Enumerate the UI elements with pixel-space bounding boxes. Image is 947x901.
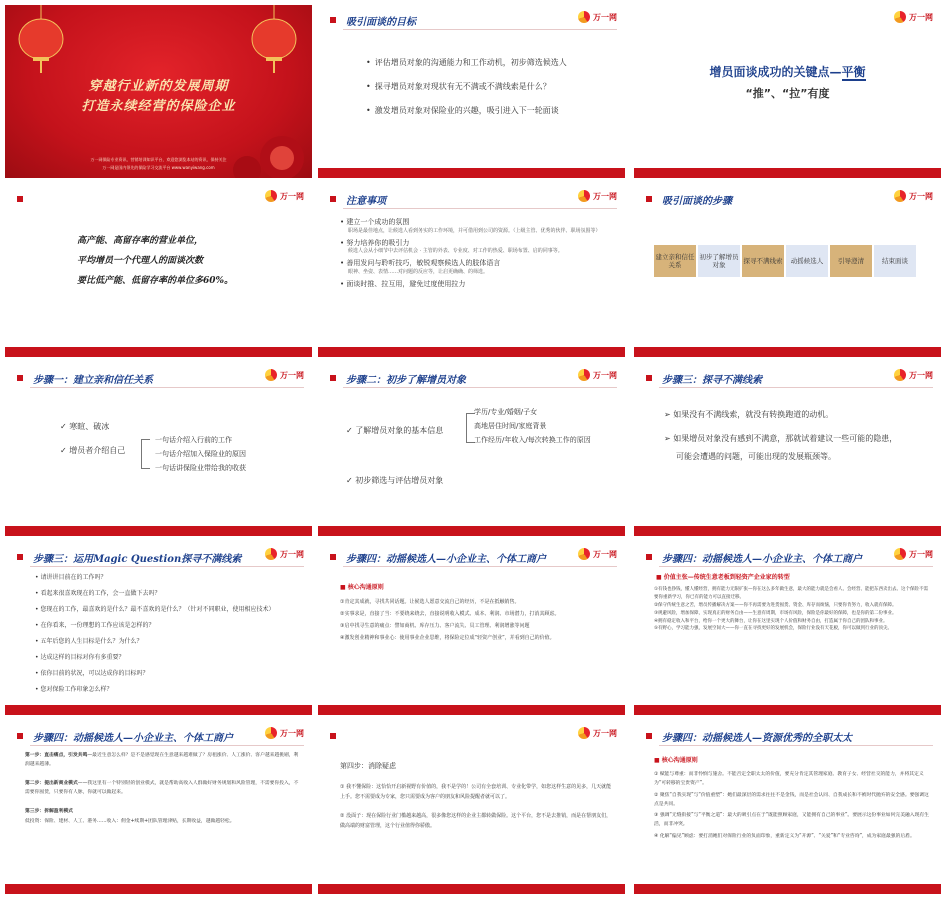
step-box: 探寻不满线索 xyxy=(742,245,784,277)
cover-subtitle-2: 万一网是国内领先的保险学习交流平台 www.wanyiwang.com xyxy=(102,165,215,170)
footer-bar xyxy=(318,347,625,357)
list-item: • 在你看来，一份理想的工作应该是怎样的？ xyxy=(35,622,155,629)
logo: 万一网 xyxy=(894,190,933,202)
slide-step4-owner-script[interactable] xyxy=(5,721,312,894)
bullet-square xyxy=(330,375,336,381)
title-underline xyxy=(30,387,304,388)
step-box: 引导澄清 xyxy=(830,245,872,277)
list-item: ①有钱也挣钱，懂人懂经营，拥有能力无限扩张—你在这么多年做生意，最大的能力就是会看人、会经营、能把东西卖出去。这个保险不需要你重新学习，你已有的能力可以直接迁移。 xyxy=(654,587,929,600)
productivity-text: 高产能、高留存率的营业单位， 平均增员一个代理人的面谈次数 要比低产能、低留存率的单位多60%。 xyxy=(77,236,234,286)
list-item: ① 我不懂保险：这恰恰开启新视野有价值的，我不是学的！公司有全套培训、专业化带学，如您这样生意的见多，几天就能上手。您不需要成为专家，您只需要成为客户的朋友和风险提醒者就可以了。 xyxy=(340,784,612,800)
list-item: 第三步：拆解盈利模式 低投资：保险、建材、人工、港务……收入：佣金+续期+团队管理津贴，长期收益，越做越轻松。 xyxy=(25,809,235,824)
slide-title: 注意事项 xyxy=(346,196,386,207)
branch-item: 工作经历/年收入/每次转换工作的原因 xyxy=(474,436,591,444)
slide-title: 步骤三：运用Magic Question探寻不满线索 xyxy=(33,554,242,565)
balance-heading: 增员面谈成功的关键点—平衡 xyxy=(709,65,866,79)
step-box: 初步了解增员对象 xyxy=(698,245,740,277)
list-item: • 激发增员对象对保险业的兴趣，吸引进入下一轮面谈 xyxy=(366,106,559,115)
section-subtitle: ■ 核心沟通原则 xyxy=(654,757,698,764)
list-item-cont: 可能会遭遇的问题，可能出现的发展瓶颈等。 xyxy=(676,452,836,461)
list-item: • 依你目前的状况，可以达成你的目标吗？ xyxy=(35,670,149,677)
slide-step4-owner-value[interactable] xyxy=(634,542,941,715)
bullet-square xyxy=(330,17,336,23)
list-item: ③启中找寻生意的痛点：譬如商机、库存压力、客户流失、员工管理、利润增涨等问题 xyxy=(340,623,530,629)
branch-item: 高地居住时间/家庭背景 xyxy=(474,422,547,430)
branch-item: 一句话介绍入行前的工作 xyxy=(155,436,232,444)
list-item: ③ 强调“无缝衔接”与“平衡之道”：最大的吸引点在于“既能照顾家庭，又能拥有自己的事业”。要展示这份事业如何完美融入现有生活，而非冲突。 xyxy=(654,813,929,828)
logo-icon xyxy=(578,548,590,560)
bullet-square xyxy=(17,375,23,381)
list-item: • 善用发问与聆听技巧，敏锐观察候选人的肢体语言 眼神、坐姿、表情……对问题的反应等，让启更确确、的筛选。 xyxy=(340,259,501,275)
value-list xyxy=(654,586,932,633)
branch-bracket xyxy=(141,439,150,469)
cover-subtitle-1: 万一网保险专业资讯、营销培训知识平台，欢迎您浏览本站的资讯，保持关注 xyxy=(90,157,227,162)
slide-title: 吸引面谈的步骤 xyxy=(662,196,732,207)
logo: 万一网 xyxy=(578,548,617,560)
step-box: 结束面谈 xyxy=(874,245,916,277)
footer-bar xyxy=(634,705,941,715)
branch-item: 一句话讲保险业带给我的收获 xyxy=(155,464,246,472)
list-item: ②保守传统生意之苦，增员传播解决方案——你不再需要为进货囤货、资金、库存而烦恼，只要你肯努力，收入就有保障。 xyxy=(654,602,897,608)
logo: 万一网 xyxy=(894,548,933,560)
lantern-icon-left xyxy=(11,5,71,75)
principle-list xyxy=(654,771,932,842)
bullet-square xyxy=(17,554,23,560)
cover-title-2: 打造永续经营的保险企业 xyxy=(81,99,236,114)
footer-bar xyxy=(5,347,312,357)
list-item: • 您现在的工作，最喜欢的是什么？最不喜欢的是什么？（针对不同职业，使用相应技术） xyxy=(35,606,275,613)
bullet-square xyxy=(646,196,652,202)
logo-icon xyxy=(578,369,590,381)
principle-list xyxy=(340,596,615,644)
list-item: • 您对保险工作印象怎么样？ xyxy=(35,686,113,693)
slide-step4-housewife[interactable] xyxy=(634,721,941,894)
slide-title: 吸引面谈的目标 xyxy=(346,17,416,28)
slide-step1[interactable] xyxy=(5,363,312,536)
bullet-square xyxy=(330,554,336,560)
cover-title-1: 穿越行业新的发展周期 xyxy=(88,79,229,94)
footer-bar xyxy=(5,705,312,715)
footer-bar xyxy=(634,884,941,894)
bullet-square xyxy=(17,733,23,739)
title-underline xyxy=(659,566,933,567)
footer-bar xyxy=(318,884,625,894)
list-item: ④激发创业精神和事业心：使用事业企业思维，将保险定位成“轻资产创业”，并看到自己的价值。 xyxy=(340,635,555,641)
title-underline xyxy=(30,745,304,746)
footer-bar xyxy=(5,526,312,536)
footer-bar xyxy=(318,526,625,536)
logo-icon xyxy=(578,727,590,739)
list-item: ➢ 如果没有不满线索，就没有转换跑道的动机。 xyxy=(664,410,834,419)
list-item: • 面谈时推、拉互用，避免过度使用拉力 xyxy=(340,279,466,288)
list-item: ② 没面子：现在保险行业门槛越来越高，很多像您这样的企业主都转做保险。这个平台，您不是去推销，而是在帮朋友们，做高端的财富管理，这个行业值得你骄傲。 xyxy=(340,813,612,829)
logo: 万一网 xyxy=(265,190,304,202)
doubt-list xyxy=(340,783,615,831)
slide-magic-question[interactable] xyxy=(5,542,312,715)
title-underline xyxy=(343,566,617,567)
section-subtitle: ■ 价值主张—传统生意老板到轻资产企业家的转型 xyxy=(656,574,790,581)
script-steps xyxy=(25,751,303,826)
bullet-square xyxy=(330,196,336,202)
title-underline xyxy=(659,745,933,746)
slide-step2[interactable] xyxy=(318,363,625,536)
slide-interview-steps[interactable] xyxy=(634,184,941,357)
list-item: • 达成这样的目标对你有多重要？ xyxy=(35,654,125,661)
slide-cover[interactable] xyxy=(5,5,312,178)
slide-title: 步骤四：动摇候选人—小企业主、个体工商户 xyxy=(662,554,862,565)
step-box: 建立亲和信任关系 xyxy=(654,245,696,277)
logo: 万一网 xyxy=(578,190,617,202)
list-item: 第二步：提出新商业模式——我这里有一个特别轻的创业模式，就是帮助高收入人群做好财务规划和风险管理，不需要你投入，不需要你囤货，只要你有人脉，你就可以做起来。 xyxy=(25,781,299,796)
slide-productivity-note[interactable] xyxy=(5,184,312,357)
list-item: ③规避风险，增加保障，实现真正的财务自由——生意有周期，市场有风险，保险是你最好的保障，也是你的第二份事业。 xyxy=(654,610,897,616)
logo-icon xyxy=(894,190,906,202)
footer-bar xyxy=(318,168,625,178)
list-item: • 五年后您的人生目标是什么？为什么？ xyxy=(35,638,143,645)
question-list xyxy=(35,575,305,693)
slide-title: 步骤四：动摇候选人—资源优秀的全职太太 xyxy=(662,733,852,744)
bullet-square xyxy=(17,196,23,202)
logo: 万一网 xyxy=(894,369,933,381)
goal-list xyxy=(366,57,616,125)
balance-subheading: “推”、“拉”有度 xyxy=(745,87,830,100)
logo: 万一网 xyxy=(265,369,304,381)
logo-icon xyxy=(894,11,906,23)
title-underline xyxy=(343,29,617,30)
section-subtitle: ■ 核心沟通原则 xyxy=(340,584,384,591)
footer-bar xyxy=(634,168,941,178)
list-item: ④拥有稳定收入和平台，给你一个更大的舞台，让你在这里实现个人价值和财务自由，打造属于你自己的团队和事业。 xyxy=(654,618,888,624)
list-item: ✓ 初步筛选与评估增员对象 xyxy=(346,476,444,485)
branch-item: 学历/专业/婚姻/子女 xyxy=(474,408,538,416)
logo-icon xyxy=(894,548,906,560)
step-heading: 第四步：消除疑虑 xyxy=(340,762,396,770)
bullet-square xyxy=(330,733,336,739)
slide-step4-owner-principles[interactable] xyxy=(318,542,625,715)
slide-step4-doubts[interactable] xyxy=(318,721,625,894)
list-item: • 评估增员对象的沟通能力和工作动机，初步筛选候选人 xyxy=(366,58,567,67)
list-item: ✓ 增员者介绍自己 xyxy=(60,446,126,455)
title-underline xyxy=(343,208,617,209)
list-item: ②实事求是，直接了当：不要绕来绕去，直接说明收入模式、成本、利润、市场潜力，打消其顾虑。 xyxy=(340,611,560,617)
bullet-square xyxy=(646,733,652,739)
branch-item: 一句话介绍加入保险业的原因 xyxy=(155,450,246,458)
list-item: ✓ 寒暄、破冰 xyxy=(60,422,110,431)
slide-title: 步骤二：初步了解增员对象 xyxy=(346,375,466,386)
slide-notes[interactable] xyxy=(318,184,625,357)
lantern-icon-right xyxy=(244,5,304,75)
list-item: ④ 化解“偏见”顾虑：要打消她们对保险行业的负面印象，重新定义为“开源”、“关爱”和“专业咨询”，成为家庭最强的后盾。 xyxy=(654,834,915,840)
logo: 万一网 xyxy=(578,369,617,381)
title-underline xyxy=(343,387,617,388)
logo-icon xyxy=(578,11,590,23)
slide-balance-key[interactable] xyxy=(634,5,941,178)
bullet-square xyxy=(646,375,652,381)
logo: 万一网 xyxy=(265,727,304,739)
title-underline xyxy=(659,387,933,388)
list-item: ⑤有野心，学习能力强，发展空间大——你一直在寻找更好的发展机会，保险行业没有天花板，你可以做到行业的顶尖。 xyxy=(654,626,893,632)
slide-title: 步骤三：探寻不满线索 xyxy=(662,375,762,386)
bullet-square xyxy=(646,554,652,560)
footer-bar xyxy=(5,884,312,894)
footer-bar xyxy=(318,705,625,715)
list-item: • 努力培养你的吸引力 候选人会从小细节中去评估机会 · 主管的外表、专业度、对工作的热爱、职场布置、启的同事等。 xyxy=(340,238,563,255)
list-item: 第一步：直击痛点，引发共鸣—最近生意怎么样？是不是感觉现在生意越来越难做了？房租涨价、人工涨价、客户越来越挑剔，利润越来越薄。 xyxy=(25,753,299,768)
slide-title: 步骤一：建立亲和信任关系 xyxy=(33,375,153,386)
step-box: 动摇候选人 xyxy=(786,245,828,277)
logo-icon xyxy=(894,369,906,381)
list-item: ② 聚焦“自我实现”与“价值重塑”：她们最深层的需求往往不是金钱，而是社会认同、自我成长和不被时代抛弃的安全感。要强调这点是共同。 xyxy=(654,792,929,807)
footer-bar xyxy=(634,347,941,357)
list-item: • 看起来很喜欢现在的工作，会一直做下去吗？ xyxy=(35,590,161,597)
slide-step3[interactable] xyxy=(634,363,941,536)
logo-icon xyxy=(265,190,277,202)
list-item: • 请讲讲目前在的工作吗？ xyxy=(35,574,107,581)
title-underline xyxy=(30,566,304,567)
notes-list xyxy=(340,218,615,289)
list-item: ①肯定其成就，寻找共同话题。让候选人愿意交流自己的经历，不是在抵触销售。 xyxy=(340,599,520,605)
list-item: ➢ 如果增员对象没有感到不满意，那就试着建议一些可能的隐患， xyxy=(664,434,898,443)
logo: 万一网 xyxy=(578,11,617,23)
footer-bar xyxy=(634,526,941,536)
logo: 万一网 xyxy=(578,727,617,739)
logo-icon xyxy=(265,727,277,739)
list-item: • 建立一个成功的氛围 职场是最佳地点，让候选人看到务实的工作环境，并可借用到公司的资源。（上级主管、优秀的伙伴、职场氛围等） xyxy=(340,218,601,234)
slide-interview-goals[interactable] xyxy=(318,5,625,178)
slide-title: 步骤四：动摇候选人—小企业主、个体工商户 xyxy=(346,554,546,565)
list-item: ① 赋能与尊重：而非怜悯与施舍。不能否定全职太太的价值，要充分肯定其管理家庭、教育子女、经营社交的能力，并将其定义为“可转移的宝贵资产”。 xyxy=(654,772,924,786)
list-item: • 探寻增员对象对现状有无不满或不满线索是什么？ xyxy=(366,82,551,91)
logo: 万一网 xyxy=(894,11,933,23)
logo-icon xyxy=(578,190,590,202)
list-item: ✓ 了解增员对象的基本信息 xyxy=(346,426,444,435)
slide-title: 步骤四：动摇候选人—小企业主、个体工商户 xyxy=(33,733,233,744)
logo: 万一网 xyxy=(265,548,304,560)
logo-icon xyxy=(265,548,277,560)
logo-icon xyxy=(265,369,277,381)
